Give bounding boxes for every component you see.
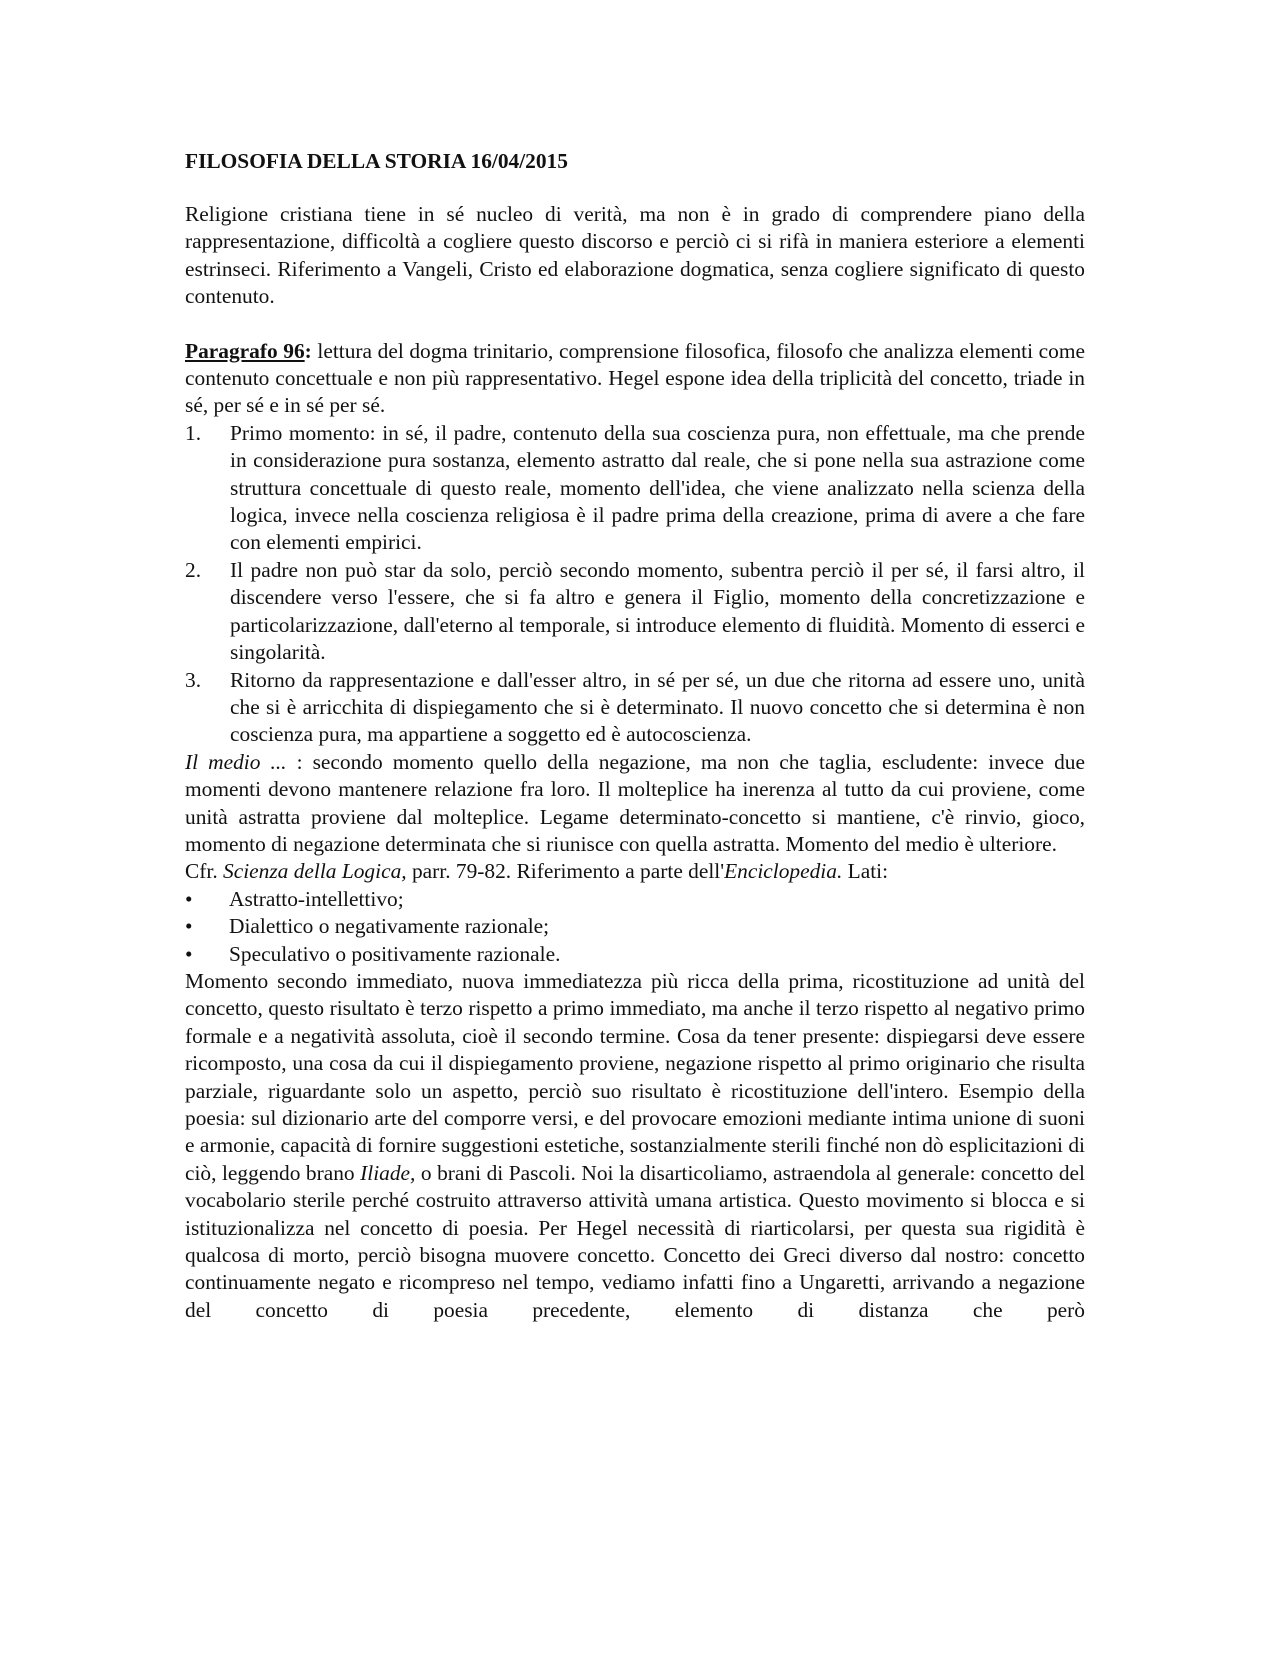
paragraph-96 [185, 338, 1085, 420]
cfr-line [185, 858, 1085, 885]
list-marker: 2. [185, 557, 202, 582]
bullet-marker: • [185, 886, 193, 911]
bullet-item [185, 886, 1085, 913]
bullet-text: Astratto-intellettivo; [229, 886, 404, 911]
page-title: FILOSOFIA DELLA STORIA 16/04/2015 [185, 149, 568, 173]
final-text-1: Momento secondo immediato, nuova immediatezza più ricca della prima, ricostituzione ad unità del concetto, questo risultato è terzo rispetto a primo immediato, ma anche il terzo rispetto al negativo primo formale e a negatività assoluta, cioè il secondo termine. Cosa da tener presente: dispiegarsi deve essere ricomposto, una cosa da cui il dispiegamento proviene, negazione rispetto al primo originario che risulta parziale, riguardante solo un aspetto, perciò suo risultato è ricostituzione dell'intero. Esempio della poesia: sul dizionario arte del comporre versi, e del provocare emozioni mediante intima unione di suoni e armonie, capacità di fornire suggestioni estetiche, sostanzialmente sterili finché non dò esplicitazioni di ciò, leggendo brano [185, 968, 1085, 1185]
cfr-pre: Cfr. [185, 859, 224, 884]
numbered-list [185, 420, 1085, 749]
paragraph-96-colon: : [304, 338, 312, 363]
list-item-text: Ritorno da rappresentazione e dall'esser altro, in sé per sé, un due che ritorna ad essere uno, unità che si è arricchita di dispiegamento che si è determinato. Il nuovo concetto che si determina è non coscienza pura, ma appartiene a soggetto ed è autocoscienza. [230, 667, 1085, 747]
bullet-list [185, 886, 1085, 968]
list-item-text: Il padre non può star da solo, perciò secondo momento, subentra perciò il per sé, il farsi altro, il discendere verso l'essere, che si fa altro e genera il Figlio, momento della concretizzazione e particolarizzazione, dall'eterno al temporale, si introduce elemento di fluidità. Momento di esserci e singolarità. [230, 557, 1085, 665]
medio-paragraph [185, 749, 1085, 859]
intro-paragraph: Religione cristiana tiene in sé nucleo di verità, ma non è in grado di comprendere piano della rappresentazione, difficoltà a cogliere questo discorso e perciò ci si rifà in maniera esteriore a elementi estrinseci. Riferimento a Vangeli, Cristo ed elaborazione dogmatica, senza cogliere significato di questo contenuto. [185, 202, 1085, 309]
final-text-2: o brani di Pascoli. Noi la disarticoliamo, astraendola al generale: concetto del vocabolario sterile perché costruito attraverso attività umana artistica. Questo movimento si blocca e si istituzionalizza nel concetto di poesia. Per Hegel necessità di riarticolarsi, per questa sua rigidità è qualcosa di morto, perciò bisogna muovere concetto. Concetto dei Greci diverso dal nostro: concetto continuamente negato e ricompreso nel tempo, vediamo infatti fino a Ungaretti, arrivando a negazione del concetto di poesia precedente, elemento di distanza che però [185, 1160, 1085, 1322]
list-item-text: Primo momento: in sé, il padre, contenuto della sua coscienza pura, non effettuale, ma che prende in considerazione pura sostanza, elemento astratto dal reale, che si pone nella sua astrazione come struttura concettuale di questo reale, momento dell'idea, che viene analizzato nella scienza della logica, invece nella coscienza religiosa è il padre prima della creazione, prima di avere a che fare con elementi empirici. [230, 420, 1085, 555]
paragraph-96-text: lettura del dogma trinitario, comprensione filosofica, filosofo che analizza elementi come contenuto concettuale e non più rappresentativo. Hegel espone idea della triplicità del concetto, triade in sé, per sé e in sé per sé. [185, 338, 1085, 418]
final-italic-iliade: Iliade, [360, 1160, 416, 1185]
bullet-item [185, 913, 1085, 940]
list-marker: 3. [185, 667, 202, 692]
cfr-italic-enciclopedia: Enciclopedia. [724, 859, 843, 884]
bullet-marker: • [185, 941, 193, 966]
bullet-text: Dialettico o negativamente razionale; [229, 914, 550, 939]
paragraph-96-label: Paragrafo 96 [185, 338, 305, 363]
list-item [185, 420, 1085, 557]
spacer [185, 311, 1085, 338]
cfr-italic-logica: Scienza della Logica, [223, 859, 407, 884]
medio-italic: Il medio ... [185, 749, 287, 774]
document-page [185, 148, 1085, 1324]
medio-text: : secondo momento quello della negazione, ma non che taglia, escludente: invece due momenti devono mantenere relazione fra loro. Il molteplice ha inerenza al tutto da cui proviene, come unità astratta proviene dal molteplice. Legame determinato-concetto si mantiene, c'è rinvio, gioco, momento di negazione determinata che si riunisce con quella astratta. Momento del medio è ulteriore. [185, 749, 1085, 856]
list-item [185, 557, 1085, 667]
cfr-post: Lati: [842, 859, 889, 884]
cfr-mid: parr. 79-82. Riferimento a parte dell' [406, 859, 725, 884]
spacer [185, 175, 1085, 201]
list-item [185, 667, 1085, 749]
list-marker: 1. [185, 420, 202, 445]
bullet-marker: • [185, 914, 193, 939]
bullet-text: Speculativo o positivamente razionale. [229, 941, 561, 966]
bullet-item [185, 941, 1085, 968]
final-paragraph [185, 968, 1085, 1324]
